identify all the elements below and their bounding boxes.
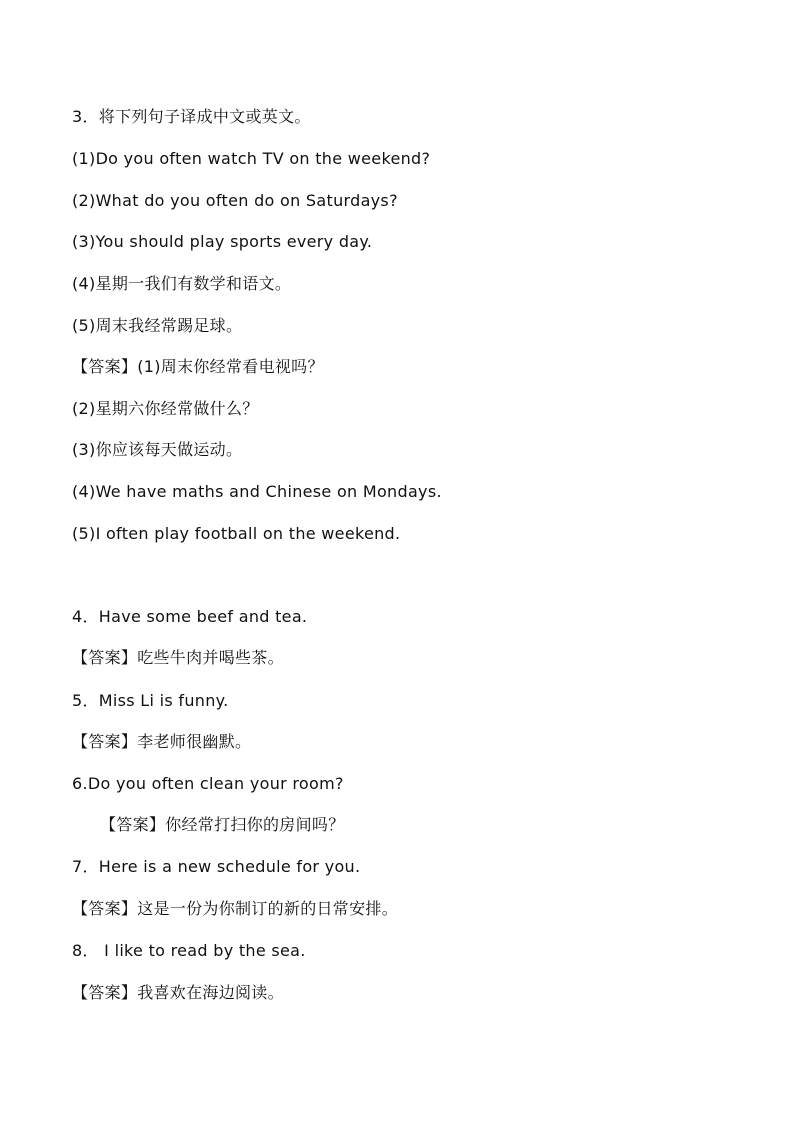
answer-q7: 【答案】这是一份为你制订的新的日常安排。 (72, 899, 399, 918)
question-8: 8． I like to read by the sea. (72, 941, 306, 960)
sentence-1: (1)Do you often watch TV on the weekend? (72, 149, 431, 168)
sentence-4: (4)星期一我们有数学和语文。 (72, 274, 292, 293)
question-3-heading: 3．将下列句子译成中文或英文。 (72, 107, 311, 126)
sentence-5: (5)周末我经常踢足球。 (72, 316, 243, 335)
answer-1: 【答案】(1)周末你经常看电视吗？ (72, 357, 324, 376)
sentence-2: (2)What do you often do on Saturdays? (72, 191, 398, 210)
answer-q5: 【答案】李老师很幽默。 (72, 732, 252, 751)
question-6: 6.Do you often clean your room? (72, 774, 344, 793)
answer-5: (5)I often play football on the weekend. (72, 524, 401, 543)
answer-q8: 【答案】我喜欢在海边阅读。 (72, 983, 284, 1002)
answer-4: (4)We have maths and Chinese on Mondays. (72, 482, 442, 501)
answer-q6: 【答案】你经常打扫你的房间吗？ (100, 815, 345, 834)
question-5: 5．Miss Li is funny. (72, 691, 229, 710)
question-4: 4．Have some beef and tea. (72, 607, 308, 626)
question-7: 7．Here is a new schedule for you. (72, 857, 361, 876)
answer-q4: 【答案】吃些牛肉并喝些茶。 (72, 648, 284, 667)
sentence-3: (3)You should play sports every day. (72, 232, 373, 251)
answer-3: (3)你应该每天做运动。 (72, 440, 243, 459)
answer-2: (2)星期六你经常做什么？ (72, 399, 259, 418)
